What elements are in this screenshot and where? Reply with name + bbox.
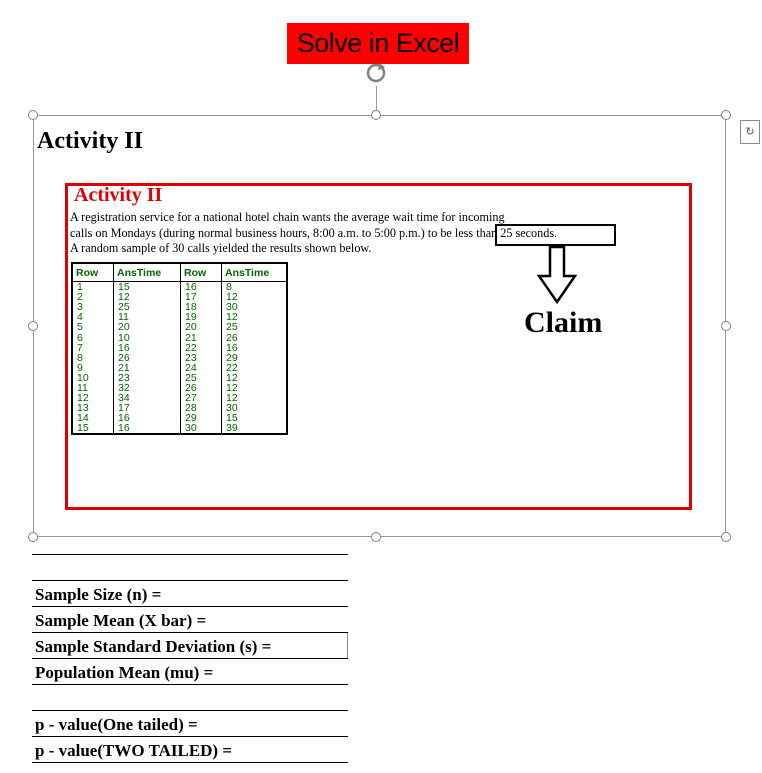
- activity-heading: Activity II: [37, 128, 143, 154]
- header-cell: AnsTime: [222, 263, 288, 282]
- image-title: Activity II: [74, 184, 163, 206]
- table-row: [72, 322, 287, 332]
- table-cell: 3: [72, 302, 114, 312]
- rotate-handle-icon[interactable]: [363, 60, 389, 86]
- table-cell: 12: [114, 292, 181, 302]
- table-cell: 39: [222, 423, 288, 434]
- resize-handle-bottom[interactable]: [371, 532, 381, 542]
- table-cell: 8: [222, 282, 288, 293]
- resize-handle-top-right[interactable]: [721, 110, 731, 120]
- table-cell: 21: [114, 363, 181, 373]
- resize-handle-bottom-left[interactable]: [28, 532, 38, 542]
- table-row: [72, 363, 287, 373]
- paragraph-line: calls on Mondays (during normal business hours, 8:00 a.m. to 5:00 p.m.) to be less than 25 seconds.: [70, 225, 558, 240]
- table-cell: 28: [181, 403, 222, 413]
- p-value-one-tailed-label: p - value(One tailed) =: [35, 715, 198, 734]
- table-cell: 6: [72, 332, 114, 342]
- table-cell: 30: [222, 403, 288, 413]
- worksheet-rule: [32, 632, 348, 633]
- resize-handle-top[interactable]: [371, 110, 381, 120]
- table-cell: 30: [181, 423, 222, 434]
- table-cell: 26: [222, 332, 288, 342]
- resize-handle-bottom-right[interactable]: [721, 532, 731, 542]
- paragraph-line: A registration service for a national hotel chain wants the average wait time for incoming: [70, 210, 505, 224]
- table-cell: 27: [181, 393, 222, 403]
- table-cell: 19: [181, 312, 222, 322]
- table-cell: 12: [72, 393, 114, 403]
- table-row: [72, 343, 287, 353]
- table-cell: 29: [222, 353, 288, 363]
- sample-sd-label: Sample Standard Deviation (s) =: [35, 637, 272, 656]
- resize-handle-left[interactable]: [28, 321, 38, 331]
- worksheet-rule: [32, 658, 348, 659]
- table-row: [72, 423, 287, 434]
- table-row: [72, 413, 287, 423]
- table-cell: 26: [181, 383, 222, 393]
- p-value-two-tailed-label: p - value(TWO TAILED) =: [35, 741, 233, 760]
- table-cell: 17: [114, 403, 181, 413]
- table-cell: 18: [181, 302, 222, 312]
- table-cell: 16: [114, 343, 181, 353]
- claim-label: Claim: [524, 306, 603, 339]
- solve-in-excel-banner: Solve in Excel: [287, 23, 469, 64]
- table-cell: 25: [114, 302, 181, 312]
- table-row: [72, 353, 287, 363]
- table-cell: 8: [72, 353, 114, 363]
- table-row: [72, 332, 287, 342]
- paragraph-line: A random sample of 30 calls yielded the results shown below.: [70, 241, 372, 255]
- table-cell: 16: [222, 343, 288, 353]
- worksheet-rule: [32, 554, 348, 555]
- sample-size-label: Sample Size (n) =: [35, 585, 162, 604]
- header-cell: Row: [72, 263, 114, 282]
- table-cell: 12: [222, 373, 288, 383]
- worksheet-rule: [32, 710, 348, 711]
- table-row: [72, 282, 287, 293]
- table-row: [72, 393, 287, 403]
- table-cell: 23: [181, 353, 222, 363]
- worksheet-rule: [32, 580, 348, 581]
- table-header-row: [72, 263, 287, 282]
- sample-mean-label: Sample Mean (X bar) =: [35, 611, 207, 630]
- table-cell: 13: [72, 403, 114, 413]
- table-cell: 32: [114, 383, 181, 393]
- cell-border: [347, 633, 348, 659]
- table-cell: 20: [181, 322, 222, 332]
- table-cell: 7: [72, 343, 114, 353]
- rotate-handle-stem: [376, 86, 377, 110]
- table-cell: 15: [72, 423, 114, 434]
- header-cell: Row: [181, 263, 222, 282]
- worksheet-rule: [32, 606, 348, 607]
- table-cell: 12: [222, 292, 288, 302]
- table-cell: 11: [114, 312, 181, 322]
- table-cell: 22: [222, 363, 288, 373]
- table-cell: 11: [72, 383, 114, 393]
- table-cell: 30: [222, 302, 288, 312]
- table-cell: 17: [181, 292, 222, 302]
- table-cell: 4: [72, 312, 114, 322]
- table-cell: 25: [222, 322, 288, 332]
- down-arrow-icon: [537, 246, 577, 304]
- table-cell: 20: [114, 322, 181, 332]
- table-cell: 10: [72, 373, 114, 383]
- table-cell: 25: [181, 373, 222, 383]
- worksheet-rule: [32, 684, 348, 685]
- table-cell: 15: [114, 282, 181, 293]
- table-cell: 16: [181, 282, 222, 293]
- table-cell: 22: [181, 343, 222, 353]
- table-cell: 1: [72, 282, 114, 293]
- table-cell: 24: [181, 363, 222, 373]
- worksheet-rule: [32, 762, 348, 763]
- table-row: [72, 302, 287, 312]
- table-row: [72, 292, 287, 302]
- table-cell: 12: [222, 383, 288, 393]
- layout-options-icon[interactable]: ↻: [740, 120, 760, 144]
- table-cell: 16: [114, 423, 181, 434]
- table-cell: 5: [72, 322, 114, 332]
- table-cell: 23: [114, 373, 181, 383]
- table-cell: 21: [181, 332, 222, 342]
- population-mean-label: Population Mean (mu) =: [35, 663, 214, 682]
- table-cell: 10: [114, 332, 181, 342]
- table-cell: 29: [181, 413, 222, 423]
- table-cell: 16: [114, 413, 181, 423]
- resize-handle-right[interactable]: [721, 321, 731, 331]
- table-row: [72, 373, 287, 383]
- table-cell: 9: [72, 363, 114, 373]
- table-row: [72, 383, 287, 393]
- table-cell: 12: [222, 312, 288, 322]
- table-cell: 14: [72, 413, 114, 423]
- table-cell: 26: [114, 353, 181, 363]
- claim-highlight-box: [495, 224, 616, 246]
- resize-handle-top-left[interactable]: [28, 110, 38, 120]
- table-cell: 15: [222, 413, 288, 423]
- call-times-table: [71, 262, 288, 435]
- table-cell: 2: [72, 292, 114, 302]
- table-row: [72, 403, 287, 413]
- header-cell: AnsTime: [114, 263, 181, 282]
- table-cell: 12: [222, 393, 288, 403]
- table-cell: 34: [114, 393, 181, 403]
- worksheet-rule: [32, 736, 348, 737]
- table-row: [72, 312, 287, 322]
